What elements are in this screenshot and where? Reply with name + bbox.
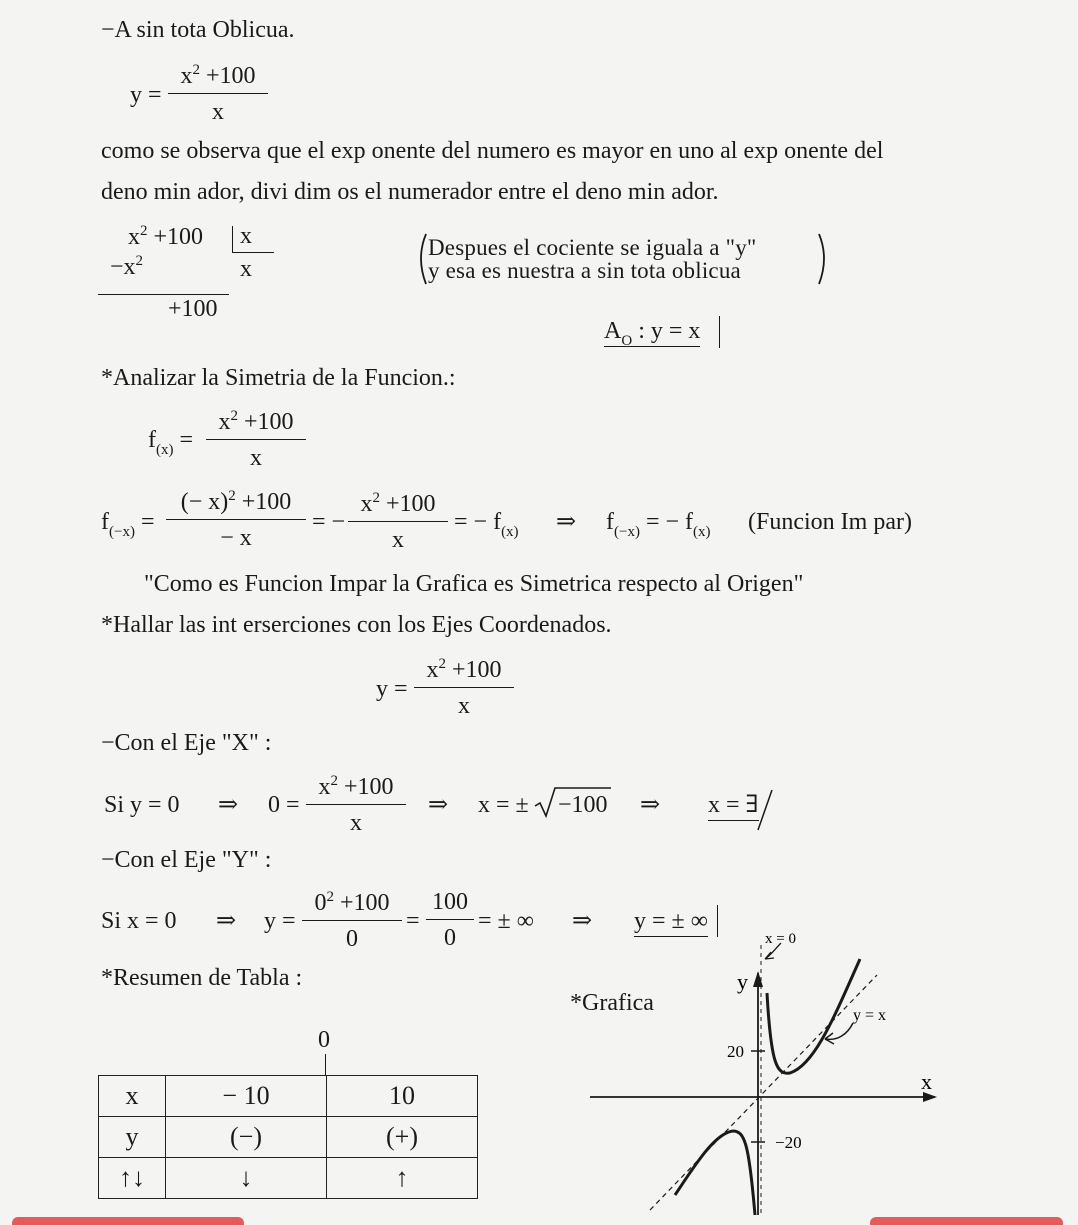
fmx-label: $f_{(-x)}$ =	[101, 509, 155, 540]
label-minus-20: −20	[775, 1133, 802, 1152]
slash-mark	[752, 786, 776, 834]
table-cell: y	[99, 1117, 166, 1158]
table-cell: ↑	[327, 1158, 478, 1199]
implies-arrow: ⇒	[218, 792, 239, 818]
implies-arrow: ⇒	[640, 792, 661, 818]
fraction-asintota: $x^2 +100$ x	[168, 62, 268, 126]
table-cell: (+)	[327, 1117, 478, 1158]
eje-x-result: x = ∃	[708, 793, 759, 817]
label-yx: y = x	[853, 1007, 887, 1024]
eje-y-heading: −Con el Eje "Y" :	[101, 847, 272, 873]
fraction-fx: $x^2 +100$ x	[206, 408, 306, 472]
table-row	[99, 1117, 478, 1158]
symmetry-quote: "Como es Funcion Impar la Grafica es Simetrica respecto al Origen"	[144, 571, 804, 597]
fraction-eje-y-2: 100 0	[426, 889, 474, 952]
label-20: 20	[727, 1042, 744, 1061]
section-heading-intersecciones: *Hallar las int erserciones con los Ejes Coordenados.	[101, 612, 612, 638]
label-y: y	[737, 969, 748, 994]
summary-table	[98, 1075, 478, 1199]
section-heading-simetria: *Analizar la Simetria de la Funcion.:	[101, 365, 456, 391]
fraction-fmx-2: $x^2 +100$ x	[348, 490, 448, 554]
eje-x-condition: Si y = 0	[104, 792, 180, 818]
asintota-result: $A_O$ : y = x	[604, 318, 701, 349]
eje-y-result: y = ± ∞	[634, 909, 708, 933]
table-row	[99, 1158, 478, 1199]
eje-x-heading: −Con el Eje "X" :	[101, 730, 272, 756]
table-cell: 10	[327, 1076, 478, 1117]
division-remainder: +100	[168, 296, 218, 322]
fraction-fmx: (− x)$^2$ +100 − x	[166, 488, 306, 552]
tail-2: $f_{(-x)}$ = − $f_{(x)}$	[606, 509, 711, 540]
upper-branch-curve	[767, 959, 860, 1073]
label-x: x	[921, 1069, 932, 1094]
equals: =	[406, 908, 420, 934]
tail-1: = − $f_{(x)}$	[454, 509, 519, 540]
table-cell: ↑↓	[99, 1158, 166, 1199]
table-cell: − 10	[166, 1076, 327, 1117]
division-dividend: $x^2 +100$	[128, 223, 204, 250]
fraction-intersecciones: $x^2 +100$ x	[414, 656, 514, 720]
lower-branch-curve	[675, 1131, 755, 1215]
note-line-1: Despues el cociente se iguala a "y"	[428, 235, 757, 260]
table-cell: ↓	[166, 1158, 327, 1199]
fraction-eje-x: $x^2 +100$ x	[306, 773, 406, 837]
eje-y-eq: y =	[264, 908, 296, 934]
eje-y-infinity: = ± ∞	[478, 908, 534, 934]
section-heading-resumen: *Resumen de Tabla :	[101, 965, 303, 991]
equation-lhs: y =	[130, 82, 162, 108]
division-quotient: x	[240, 256, 252, 282]
table-row	[99, 1076, 478, 1117]
zero-label: 0	[318, 1027, 330, 1053]
bottom-strip-left	[12, 1217, 244, 1225]
eje-x-radicand: −100	[558, 792, 608, 818]
implies-arrow: ⇒	[572, 908, 593, 934]
eje-x-zero-eq: 0 =	[268, 792, 300, 818]
division-divisor: x	[240, 223, 252, 249]
table-cell: x	[99, 1076, 166, 1117]
fraction-eje-y-1: $0^2 +100$ 0	[302, 889, 402, 953]
eje-y-condition: Si x = 0	[101, 908, 177, 934]
note-line-2: y esa es nuestra a sin tota oblicua	[428, 258, 741, 283]
paragraph-line-1: como se observa que el exp onente del numero es mayor en uno al exp onente del	[101, 138, 884, 164]
eje-x-plusminus: x = ±	[478, 792, 529, 818]
equation-lhs-2: y =	[376, 676, 408, 702]
bottom-strip-right	[870, 1217, 1063, 1225]
implies-arrow: ⇒	[428, 792, 449, 818]
section-heading-asintota: −A sin tota Oblicua.	[101, 17, 295, 43]
implies-arrow: ⇒	[216, 908, 237, 934]
graph-heading: *Grafica	[570, 990, 654, 1016]
division-subtrahend: $-x^2$	[110, 253, 144, 280]
paragraph-line-2: deno min ador, divi dim os el numerador entre el deno min ador.	[101, 179, 719, 205]
graph-figure	[585, 925, 945, 1220]
fx-label: $f_{(x)}$ =	[148, 427, 194, 458]
label-x0: x = 0	[765, 931, 796, 947]
impar-note: (Funcion Im par)	[748, 509, 912, 535]
equals-minus: = −	[312, 509, 346, 535]
implies-arrow: ⇒	[556, 509, 577, 535]
oblique-asymptote	[650, 975, 877, 1210]
table-cell: (−)	[166, 1117, 327, 1158]
